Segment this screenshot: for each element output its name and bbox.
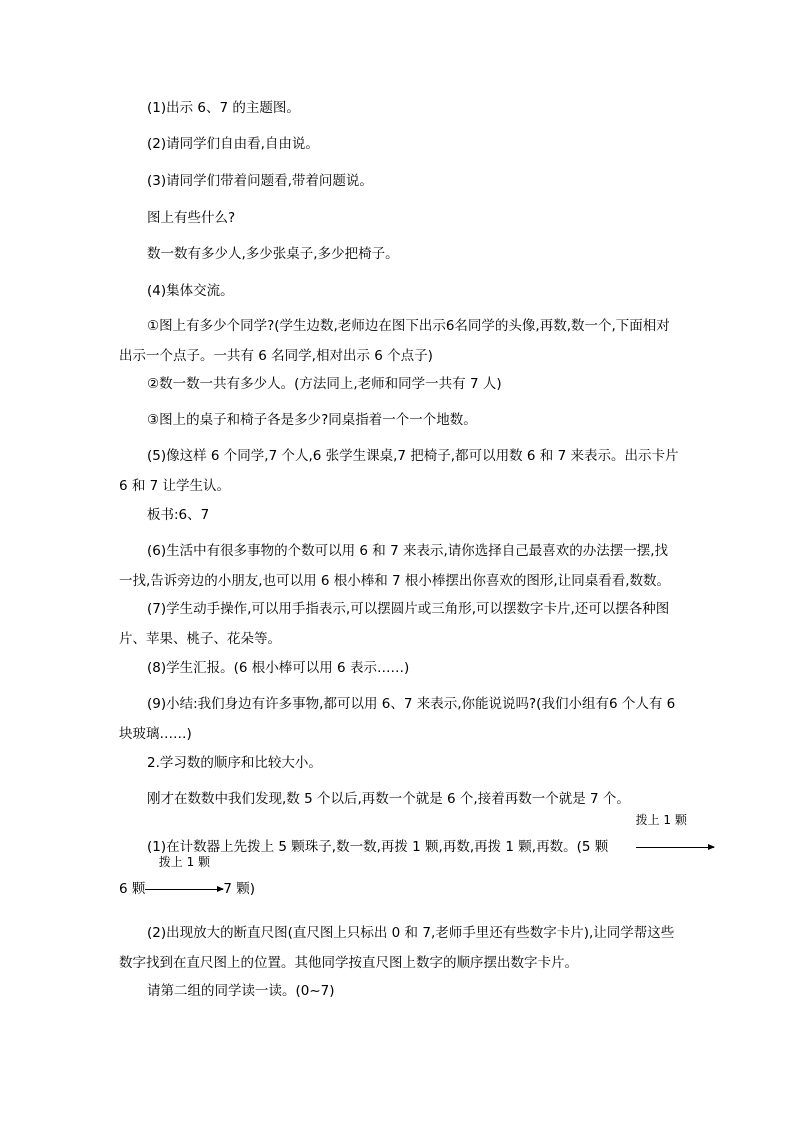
- paragraph-group-discussion: (4)集体交流。: [147, 283, 234, 299]
- arrow-label-2: 拨上 1 颗: [158, 855, 211, 869]
- counter-beads-text: (1)在计数器上先拨上 5 颗珠子,数一数,再拨 1 颗,再数,再拨 1 颗,再数。(5 颗: [147, 839, 609, 855]
- paragraph-count-people: 数一数有多少人,多少张桌子,多少把椅子。: [147, 246, 399, 262]
- seven-beads-text: 7 颗): [223, 881, 256, 897]
- paragraph-ruler-diagram: (2)出现放大的断直尺图(直尺图上只标出 0 和 7,老师手里还有些数字卡片),让同学帮这些数字找到在直尺图上的位置。其他同学按直尺图上数字的顺序摆出数字卡片。: [119, 925, 675, 971]
- paragraph-desks-chairs: ③图上的桌子和椅子各是多少?同桌指着一个一个地数。: [147, 412, 477, 428]
- right-arrow-icon: [145, 889, 223, 890]
- paragraph-show-theme-picture: (1)出示 6、7 的主题图。: [147, 100, 300, 116]
- heading-number-order: 2.学习数的顺序和比较大小。: [147, 755, 322, 771]
- paragraph-blackboard: 板书:6、7: [147, 507, 210, 523]
- paragraph-counter-beads-line2: [119, 855, 679, 904]
- paragraph-count-students: ①图上有多少个同学?(学生边数,老师边在图下出示6名同学的头像,再数,数一个,下面相对出示一个点子。一共有 6 名同学,相对出示 6 个点子): [119, 318, 670, 364]
- paragraph-everyday-objects: (6)生活中有很多事物的个数可以用 6 和 7 来表示,请你选择自己最喜欢的办法摆一摆,找一找,告诉旁边的小朋友,也可以用 6 根小棒和 7 根小棒摆出你喜欢的图形,让同桌看看,数数。: [119, 543, 671, 589]
- six-beads-text: 6 颗: [119, 881, 146, 897]
- arrow-add-one-bead-2: [145, 855, 223, 904]
- arrow-add-one-bead-1: [608, 813, 714, 862]
- paragraph-count-total-people: ②数一数一共有多少人。(方法同上,老师和同学一共有 7 人): [147, 376, 502, 392]
- paragraph-look-with-questions: (3)请同学们带着问题看,带着问题说。: [147, 173, 373, 189]
- paragraph-counting-discovery: 刚才在数数中我们发现,数 5 个以后,再数一个就是 6 个,接着再数一个就是 7 个。: [147, 791, 630, 807]
- right-arrow-icon: [636, 847, 714, 848]
- arrow-label-1: 拨上 1 颗: [635, 813, 687, 827]
- paragraph-what-in-picture: 图上有些什么?: [147, 210, 236, 226]
- paragraph-report: (8)学生汇报。(6 根小棒可以用 6 表示……): [147, 660, 410, 676]
- paragraph-hands-on: (7)学生动手操作,可以用手指表示,可以摆圆片或三角形,可以摆数字卡片,还可以摆各种图片、苹果、桃子、花朵等。: [119, 601, 670, 647]
- paragraph-free-look: (2)请同学们自由看,自由说。: [147, 136, 319, 152]
- paragraph-group-two-read: 请第二组的同学读一读。(0~7): [147, 983, 335, 999]
- paragraph-represent-six-seven: (5)像这样 6 个同学,7 个人,6 张学生课桌,7 把椅子,都可以用数 6 和 7 来表示。出示卡片 6 和 7 让学生认。: [119, 448, 679, 494]
- paragraph-summary: (9)小结:我们身边有许多事物,都可以用 6、7 来表示,你能说说吗?(我们小组有6 个人有 6 块玻璃……): [119, 696, 676, 742]
